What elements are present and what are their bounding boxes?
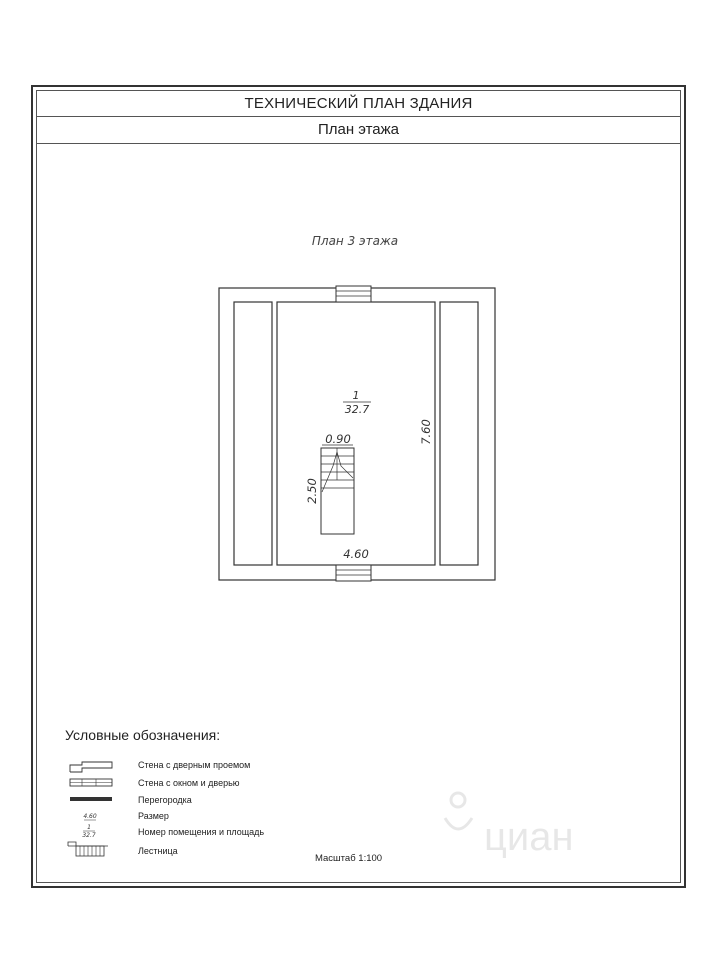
legend-item-window-wall: Стена с окном и дверью xyxy=(138,778,240,788)
sheet-title: ТЕХНИЧЕСКИЙ ПЛАН ЗДАНИЯ xyxy=(37,91,680,117)
legend-symbol-room-number xyxy=(82,824,96,839)
legend-item-stairs: Лестница xyxy=(138,846,178,856)
room-number: 1 xyxy=(352,389,360,402)
legend-item-door-wall: Стена с дверным проемом xyxy=(138,760,251,770)
legend-size-sample: 4.60 xyxy=(83,813,97,820)
legend-symbol-stairs xyxy=(68,842,108,856)
dim-stair-width: 0.90 xyxy=(325,432,351,446)
dim-room-length: 7.60 xyxy=(419,419,433,445)
staircase xyxy=(321,448,354,534)
top-window-opening xyxy=(336,286,371,302)
watermark-logo xyxy=(445,793,574,859)
legend-room-sample-area: 32.7 xyxy=(82,832,96,839)
legend-item-room-number: Номер помещения и площадь xyxy=(138,827,265,837)
dim-stair-length: 2.50 xyxy=(305,478,319,504)
bottom-window-opening xyxy=(336,565,371,581)
building-outline xyxy=(219,288,495,580)
room-1-outline xyxy=(277,302,435,565)
sheet-subtitle: План этажа xyxy=(37,116,680,144)
legend-symbol-window-wall xyxy=(70,779,112,786)
right-side-bay xyxy=(440,302,478,565)
room-area: 32.7 xyxy=(344,403,370,416)
legend-item-partition: Перегородка xyxy=(138,795,192,805)
floor-title: План 3 этажа xyxy=(311,234,399,248)
left-side-bay xyxy=(234,302,272,565)
legend-room-sample-number: 1 xyxy=(87,824,91,831)
legend-symbol-door-wall xyxy=(70,762,112,772)
legend-title: Условные обозначения: xyxy=(65,727,221,743)
scale-label: Масштаб 1:100 xyxy=(315,853,383,864)
legend-item-dimension: Размер xyxy=(138,811,169,821)
legend-symbol-partition xyxy=(70,797,112,801)
dim-room-width: 4.60 xyxy=(343,547,369,561)
legend-symbol-dimension xyxy=(83,813,97,820)
watermark-text: циан xyxy=(484,815,574,859)
